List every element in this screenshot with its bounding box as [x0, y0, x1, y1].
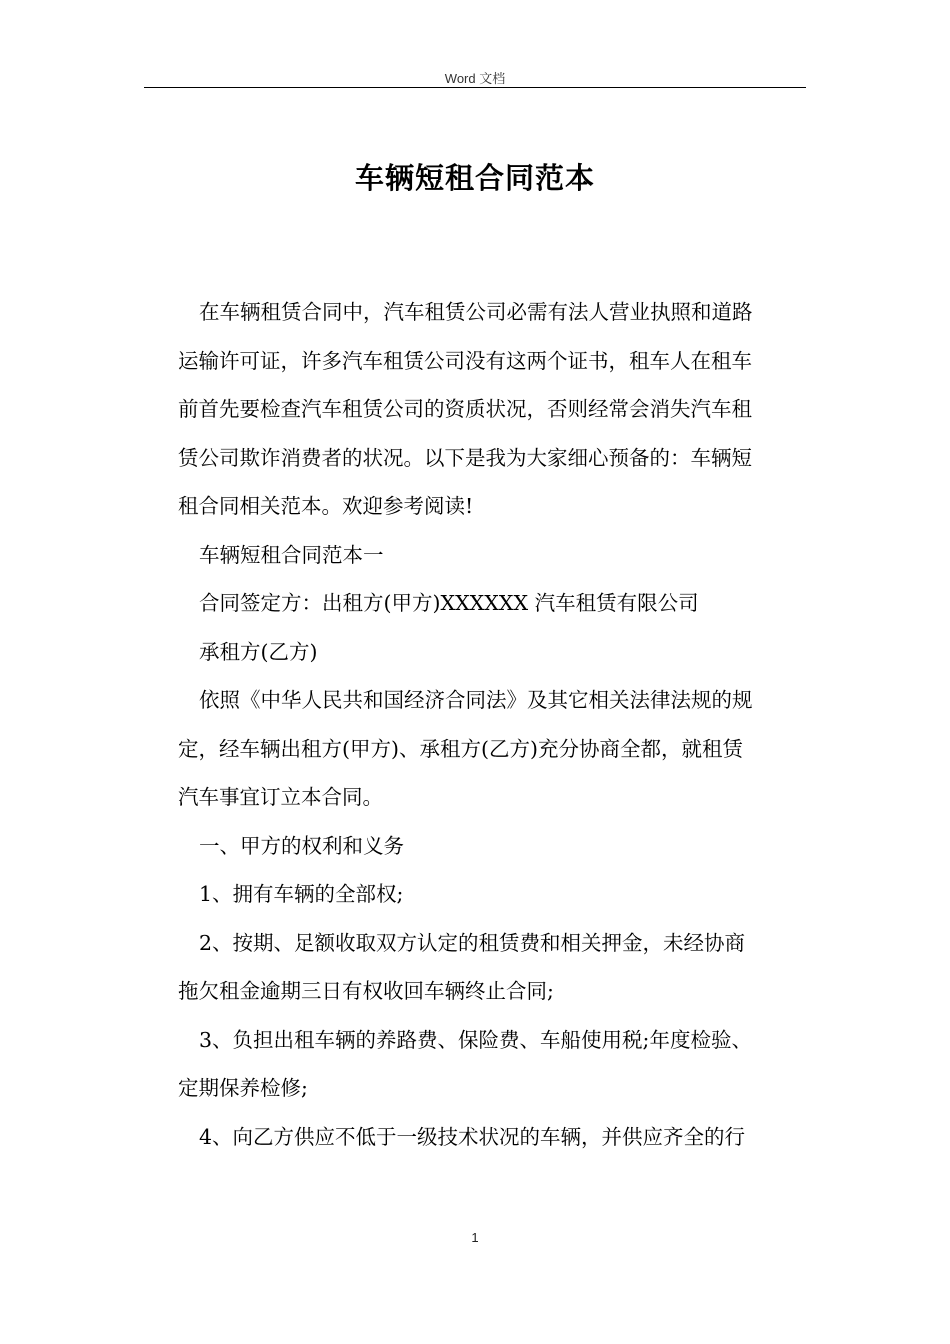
paragraph-line: 1、拥有车辆的全部权;	[199, 882, 404, 906]
header-divider	[144, 87, 806, 88]
paragraph-line: 依照《中华人民共和国经济合同法》及其它相关法律法规的规	[199, 688, 753, 712]
document-title: 车辆短租合同范本	[354, 161, 595, 195]
paragraph-line: 车辆短租合同范本一	[199, 542, 384, 567]
paragraph-line: 3、负担出租车辆的养路费、保险费、车船使用税;年度检验、	[199, 1027, 752, 1052]
paragraph-line: 2、按期、足额收取双方认定的租赁费和相关押金，未经协商	[199, 930, 746, 955]
body-paragraph	[178, 628, 806, 677]
paragraph-line: 一、甲方的权利和义务	[199, 833, 404, 858]
paragraph-line: 汽车事宜订立本合同。	[178, 785, 383, 809]
paragraph-line: 在车辆租赁合同中，汽车租赁公司必需有法人营业执照和道路	[199, 300, 753, 324]
body-paragraph	[178, 676, 806, 822]
paragraph-line: 定期保养检修;	[178, 1076, 308, 1100]
paragraph-line: 租合同相关范本。欢迎参考阅读!	[178, 494, 474, 518]
paragraph-line: 合同签定方：出租方(甲方)XXXXXX 汽车租赁有限公司	[199, 591, 699, 615]
paragraph-line: 拖欠租金逾期三日有权收回车辆终止合同;	[178, 979, 554, 1003]
paragraph-line: 定，经车辆出租方(甲方)、承租方(乙方)充分协商全都，就租赁	[178, 736, 743, 761]
body-paragraph	[178, 822, 806, 871]
body-paragraph	[178, 579, 806, 628]
paragraph-line: 运输许可证，许多汽车租赁公司没有这两个证书，租车人在租车	[178, 348, 752, 373]
paragraph-line: 前首先要检查汽车租赁公司的资质状况，否则经常会消失汽车租	[178, 397, 752, 421]
page-number: 1	[471, 1230, 479, 1245]
body-paragraph	[178, 1016, 806, 1113]
page-header-label: Word 文档	[444, 71, 506, 86]
paragraph-line: 承租方(乙方)	[199, 639, 318, 664]
body-paragraph	[178, 1113, 806, 1162]
document-body	[178, 288, 806, 1161]
body-paragraph	[178, 870, 806, 919]
body-paragraph	[178, 531, 806, 580]
body-paragraph	[178, 919, 806, 1016]
body-paragraph	[178, 288, 806, 531]
paragraph-line: 4、向乙方供应不低于一级技术状况的车辆，并供应齐全的行	[199, 1124, 746, 1149]
paragraph-line: 赁公司欺诈消费者的状况。以下是我为大家细心预备的：车辆短	[178, 445, 752, 470]
